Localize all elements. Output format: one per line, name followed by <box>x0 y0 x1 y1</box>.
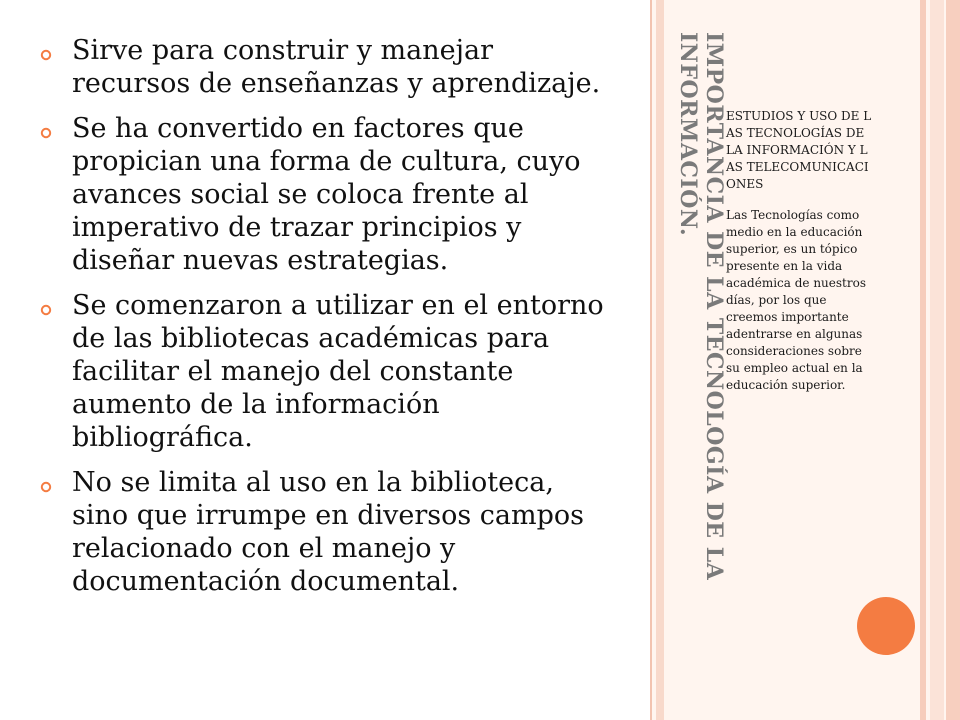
slide-title: IMPORTANCIA DE LA TECNOLOGÍA DE LA INFORMACIÓN. <box>675 32 727 581</box>
bullet-text: Sirve para construir y manejar recursos de enseñanzas y aprendizaje. <box>72 35 601 99</box>
bullet-item <box>40 466 610 598</box>
bullet-icon <box>40 127 52 139</box>
decorative-stripe <box>650 0 652 720</box>
decorative-stripe <box>930 0 944 720</box>
side-body: Las Tecnologías como medio en la educación superior, es un tópico presente en la vida académica de nuestros días, por los que creemos importante adentrarse en algunas consideraciones sobre su empleo actual en la educación superior. <box>726 208 866 392</box>
decorative-stripe <box>656 0 664 720</box>
bullet-item <box>40 34 610 100</box>
decorative-circle <box>857 597 915 655</box>
decorative-stripe <box>946 0 960 720</box>
bullet-icon <box>40 49 52 61</box>
bullet-icon <box>40 481 52 493</box>
side-heading: ESTUDIOS Y USO DE LAS TECNOLOGÍAS DE LA INFORMACIÓN Y LAS TELECOMUNICACIONES <box>726 109 872 191</box>
side-notes <box>726 108 872 408</box>
bullet-icon <box>40 304 52 316</box>
bullet-text: No se limita al uso en la biblioteca, sino que irrumpe en diversos campos relacionado con el manejo y documentación documental. <box>72 467 585 597</box>
bullet-text: Se ha convertido en factores que propician una forma de cultura, cuyo avances social se coloca frente al imperativo de trazar principios y diseñar nuevas estrategias. <box>72 113 581 276</box>
bullet-text: Se comenzaron a utilizar en el entorno de las bibliotecas académicas para facilitar el manejo del constante aumento de la información bibliográfica. <box>72 290 604 453</box>
bullet-item <box>40 289 610 454</box>
bullet-list <box>40 34 610 610</box>
decorative-stripe <box>920 0 926 720</box>
bullet-item <box>40 112 610 277</box>
